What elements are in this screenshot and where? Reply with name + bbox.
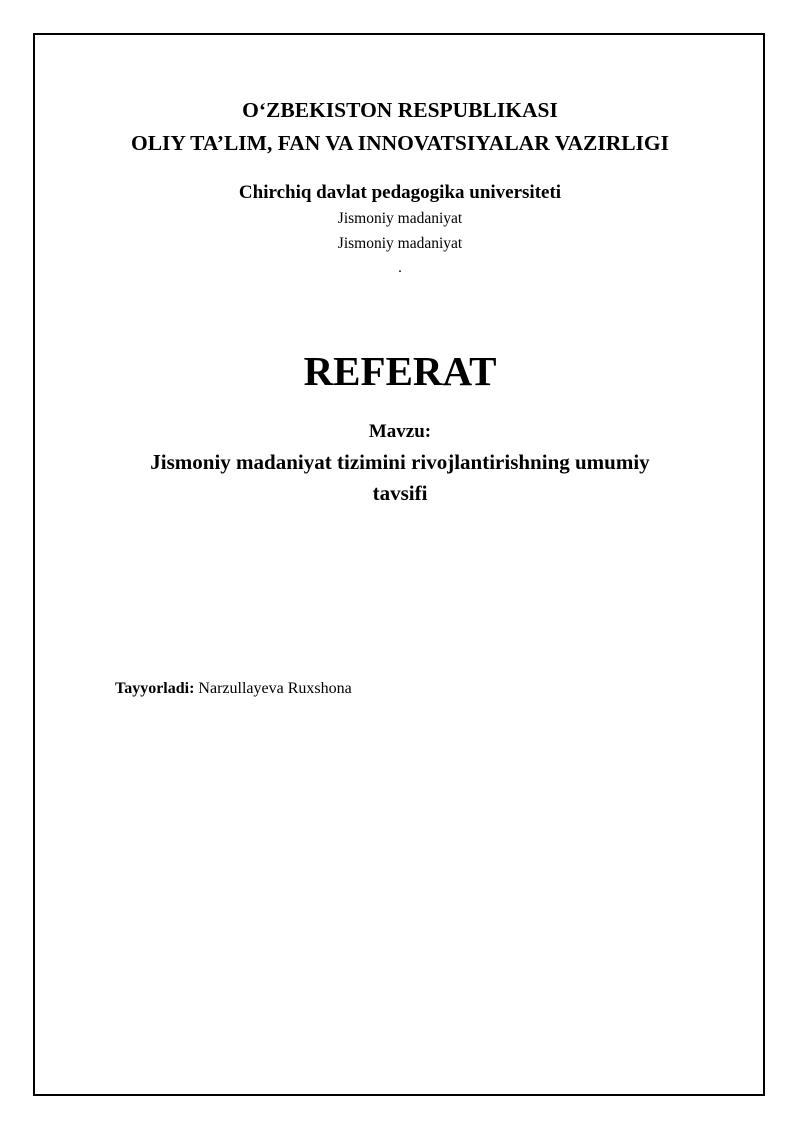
university-name: Chirchiq davlat pedagogika universiteti bbox=[238, 182, 562, 203]
faculty-name: Jismoniy madaniyat bbox=[337, 210, 463, 227]
author-label: Tayyorladi: bbox=[115, 680, 195, 697]
topic-line-1: Jismoniy madaniyat tizimini rivojlantirishning umumiy bbox=[150, 450, 650, 474]
country-title: O‘ZBEKISTON RESPUBLIKASI bbox=[242, 98, 558, 122]
ministry-title: OLIY TA’LIM, FAN VA INNOVATSIYALAR VAZIRLIGI bbox=[130, 131, 670, 155]
topic-label: Mavzu: bbox=[368, 421, 432, 442]
author-name: Narzullayeva Ruxshona bbox=[198, 680, 352, 697]
department-name: Jismoniy madaniyat bbox=[337, 235, 463, 252]
document-type: REFERAT bbox=[303, 348, 497, 394]
author-line bbox=[115, 680, 352, 698]
topic-line-2: tavsifi bbox=[372, 481, 428, 505]
placeholder-dot: . bbox=[398, 260, 402, 276]
